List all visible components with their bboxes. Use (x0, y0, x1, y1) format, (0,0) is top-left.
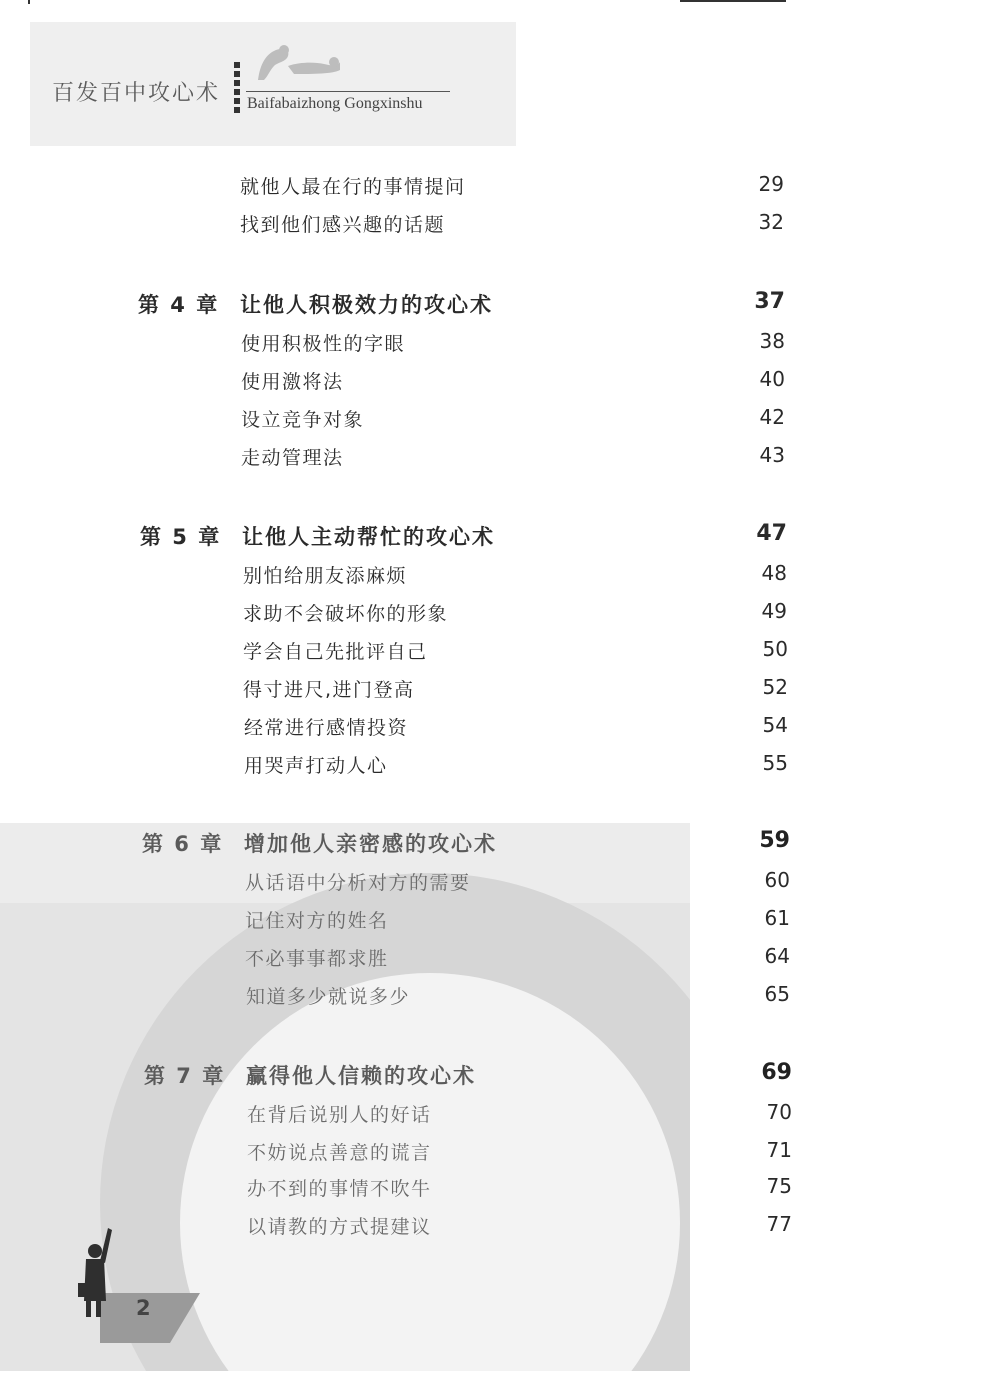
toc-entry-page: 71 (766, 1138, 792, 1162)
chapter-page: 37 (754, 289, 785, 314)
toc-chapter-heading[interactable] (0, 521, 984, 555)
toc-entry[interactable] (0, 405, 984, 439)
toc-entry-page: 54 (762, 713, 788, 737)
toc-entry-title: 经常进行感情投资 (244, 717, 409, 739)
header-logo-icon (254, 44, 344, 84)
page-number: 2 (136, 1296, 151, 1320)
toc-chapter-heading[interactable] (0, 828, 984, 862)
toc-entry-page: 52 (762, 675, 788, 699)
toc-entry[interactable] (0, 561, 984, 595)
chapter-title: 让他人主动帮忙的攻心术 (242, 525, 495, 549)
toc-entry-page: 70 (766, 1100, 792, 1124)
toc-entry[interactable] (0, 1174, 984, 1208)
toc-entry-title: 不必事事都求胜 (245, 948, 389, 970)
toc-entry-title: 学会自己先批评自己 (243, 641, 428, 663)
toc-entry[interactable] (0, 675, 984, 709)
toc-entry-title: 不妨说点善意的谎言 (247, 1142, 432, 1164)
toc-entry-page: 32 (758, 210, 784, 234)
toc-entry-page: 77 (766, 1212, 792, 1236)
toc-entry-title: 求助不会破坏你的形象 (243, 603, 449, 625)
toc-entry-title: 设立竞争对象 (241, 409, 365, 431)
toc-entry-title: 记住对方的姓名 (245, 910, 389, 932)
toc-entry[interactable] (0, 1212, 984, 1246)
toc-entry[interactable] (0, 329, 984, 363)
toc-entry[interactable] (0, 906, 984, 940)
toc-entry-page: 43 (759, 443, 785, 467)
toc-entry-page: 55 (762, 751, 788, 775)
toc-entry-page: 42 (759, 405, 785, 429)
toc-entry-title: 从话语中分析对方的需要 (245, 872, 471, 894)
header-rule (246, 91, 450, 92)
chapter-title: 让他人积极效力的攻心术 (240, 293, 493, 317)
toc-entry-title: 知道多少就说多少 (246, 986, 411, 1008)
toc-entry-title: 就他人最在行的事情提问 (240, 176, 466, 198)
toc-entry[interactable] (0, 751, 984, 785)
toc-entry[interactable] (0, 944, 984, 978)
chapter-page: 69 (761, 1060, 792, 1085)
chapter-number: 第 4 章 (138, 293, 220, 317)
toc-entry-page: 38 (759, 329, 785, 353)
header-divider-bars (234, 62, 242, 116)
chapter-page: 47 (756, 521, 787, 546)
toc-entry-title: 找到他们感兴趣的话题 (240, 214, 446, 236)
toc-entry[interactable] (0, 210, 984, 244)
toc-entry[interactable] (0, 599, 984, 633)
top-corner-mark (28, 0, 30, 4)
toc-chapter-heading[interactable] (0, 1060, 984, 1094)
toc-entry-title: 别怕给朋友添麻烦 (243, 565, 408, 587)
toc-entry-page: 65 (764, 982, 790, 1006)
toc-entry-page: 64 (764, 944, 790, 968)
chapter-number: 第 6 章 (142, 832, 224, 856)
chapter-page: 59 (759, 828, 790, 853)
toc-entry[interactable] (0, 637, 984, 671)
toc-entry-page: 75 (766, 1174, 792, 1198)
toc-entry-title: 办不到的事情不吹牛 (247, 1178, 432, 1200)
toc-entry[interactable] (0, 172, 984, 206)
toc-entry-title: 用哭声打动人心 (244, 755, 388, 777)
toc-entry[interactable] (0, 1138, 984, 1172)
toc-entry-page: 40 (759, 367, 785, 391)
chapter-number: 第 5 章 (140, 525, 222, 549)
toc-entry-title: 在背后说别人的好话 (247, 1104, 432, 1126)
toc-entry-page: 48 (761, 561, 787, 585)
toc-entry-title: 得寸进尺,进门登高 (243, 679, 415, 701)
toc-entry-title: 以请教的方式提建议 (247, 1216, 432, 1238)
toc-entry[interactable] (0, 868, 984, 902)
toc-entry-title: 走动管理法 (241, 447, 344, 469)
toc-entry[interactable] (0, 367, 984, 401)
toc-entry-title: 使用积极性的字眼 (241, 333, 406, 355)
book-title: 百发百中攻心术 (52, 81, 221, 106)
toc-entry-title: 使用激将法 (241, 371, 344, 393)
toc-entry[interactable] (0, 713, 984, 747)
toc-entry-page: 50 (762, 637, 788, 661)
toc-entry[interactable] (0, 443, 984, 477)
toc-entry-page: 49 (761, 599, 787, 623)
chapter-title: 赢得他人信赖的攻心术 (246, 1064, 476, 1088)
chapter-title: 增加他人亲密感的攻心术 (244, 832, 497, 856)
toc-entry-page: 29 (758, 172, 784, 196)
toc-entry-page: 60 (764, 868, 790, 892)
book-subtitle: Baifabaizhong Gongxinshu (247, 95, 423, 112)
toc-chapter-heading[interactable] (0, 289, 984, 323)
toc-entry[interactable] (0, 982, 984, 1016)
top-rule (680, 0, 786, 2)
chapter-number: 第 7 章 (144, 1064, 226, 1088)
toc-entry[interactable] (0, 1100, 984, 1134)
toc-entry-page: 61 (764, 906, 790, 930)
